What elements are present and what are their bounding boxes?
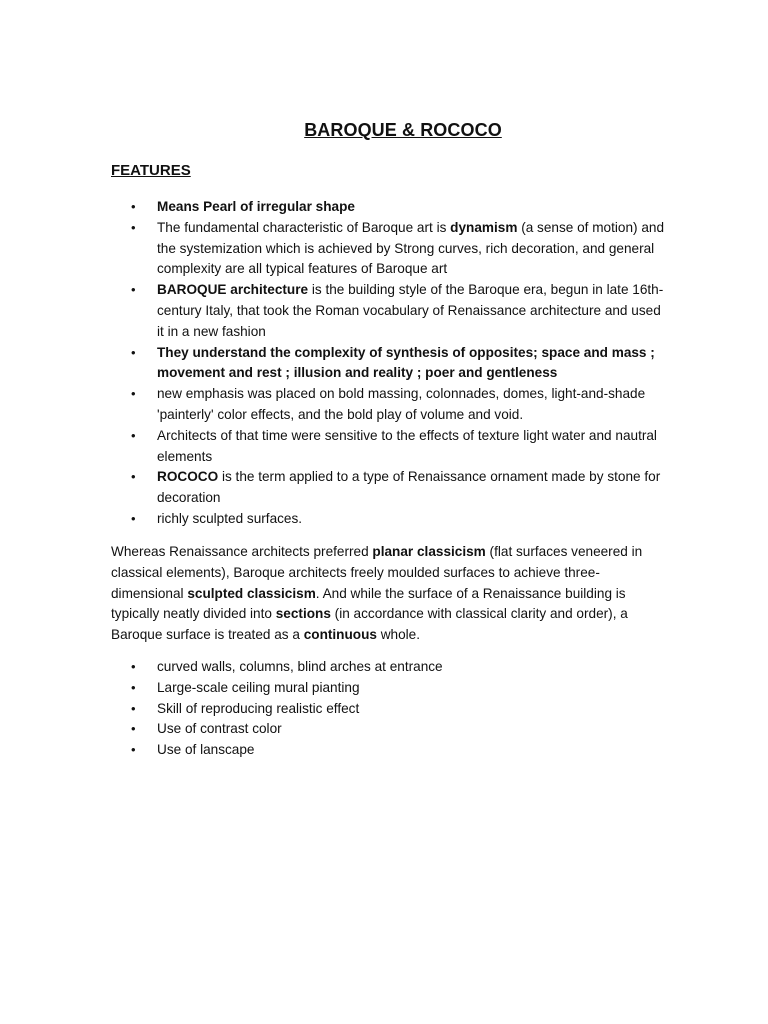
list-item: [111, 740, 671, 761]
text-segment: (in accordance with classical clarity and order), a Baroque surface is treated as a: [111, 606, 628, 643]
list-item-text: Use of contrast color: [157, 721, 282, 737]
list-item: [111, 280, 671, 342]
bullet-icon: •: [131, 510, 136, 526]
bold-text-segment: sections: [275, 606, 331, 622]
bullet-icon: •: [131, 469, 136, 485]
bullet-icon: •: [131, 282, 136, 298]
text-segment: . And while the surface of a Renaissance building is typically neatly divided into: [111, 585, 626, 622]
characteristics-list: [111, 657, 671, 761]
bullet-icon: •: [131, 344, 136, 360]
bullet-icon: •: [131, 199, 136, 214]
bold-text-segment: sculpted classicism: [187, 585, 316, 601]
list-item-text: Skill of reproducing realistic effect: [157, 700, 360, 716]
list-item: [111, 426, 671, 468]
list-item: [111, 509, 671, 530]
text-segment: (a sense of motion) and the systemization which is achieved by Strong curves, rich decoration, and general complexity are all typical features of Baroque art: [157, 219, 665, 277]
list-item: [111, 719, 671, 740]
bullet-icon: •: [131, 659, 136, 674]
bold-text-segment: planar classicism: [372, 544, 486, 559]
bullet-icon: •: [131, 219, 136, 235]
list-item: [111, 218, 671, 280]
bullet-icon: •: [131, 700, 136, 716]
bold-text-segment: continuous: [303, 627, 377, 643]
bullet-icon: •: [131, 679, 136, 695]
list-item-text: curved walls, columns, blind arches at entrance: [157, 659, 443, 674]
text-segment: Architects of that time were sensitive to the effects of texture light water and nautral elements: [157, 427, 657, 464]
bullet-icon: •: [131, 386, 136, 402]
page-title: BAROQUE & ROCOCO: [304, 120, 502, 140]
text-segment: is the building style of the Baroque era, begun in late 16th-century Italy, that took the Roman vocabulary of Renaissance architecture and used it in a new fashion: [157, 282, 664, 339]
bullet-icon: •: [131, 742, 136, 758]
list-item-text: Large-scale ceiling mural pianting: [157, 679, 360, 695]
comparison-paragraph: [111, 542, 659, 646]
bold-text-segment: dynamism: [450, 219, 518, 235]
list-item: [111, 384, 671, 426]
list-item-text: Use of lanscape: [157, 742, 255, 758]
bold-text-segment: Means Pearl of irregular shape: [157, 199, 355, 214]
list-item: [111, 467, 671, 509]
list-item: [111, 197, 671, 218]
bold-text-segment: BAROQUE architecture: [157, 282, 309, 298]
text-segment: richly sculpted surfaces.: [157, 510, 303, 526]
bold-text-segment: They understand the complexity of synthesis of opposites; space and mass ; movement and rest ; illusion and reality ; poer and gentleness: [157, 344, 655, 381]
text-segment: new emphasis was placed on bold massing, colonnades, domes, light-and-shade 'painterly' color effects, and the bold play of volume and void.: [157, 386, 646, 422]
bullet-icon: •: [131, 721, 136, 737]
section-heading-features: FEATURES: [111, 162, 191, 179]
text-segment: (flat surfaces veneered in classical elements), Baroque architects freely moulded surfaces to achieve three-dimensional: [111, 544, 643, 601]
text-segment: The fundamental characteristic of Baroque art is: [157, 219, 451, 235]
list-item: [111, 343, 671, 385]
text-segment: Whereas Renaissance architects preferred: [111, 544, 373, 559]
features-list: [111, 197, 671, 530]
bullet-icon: •: [131, 427, 136, 443]
bold-text-segment: ROCOCO: [157, 469, 219, 485]
list-item: [111, 678, 671, 699]
text-segment: is the term applied to a type of Renaissance ornament made by stone for decoration: [157, 469, 661, 506]
text-segment: whole.: [376, 627, 421, 643]
list-item: [111, 657, 671, 678]
list-item: [111, 699, 671, 720]
